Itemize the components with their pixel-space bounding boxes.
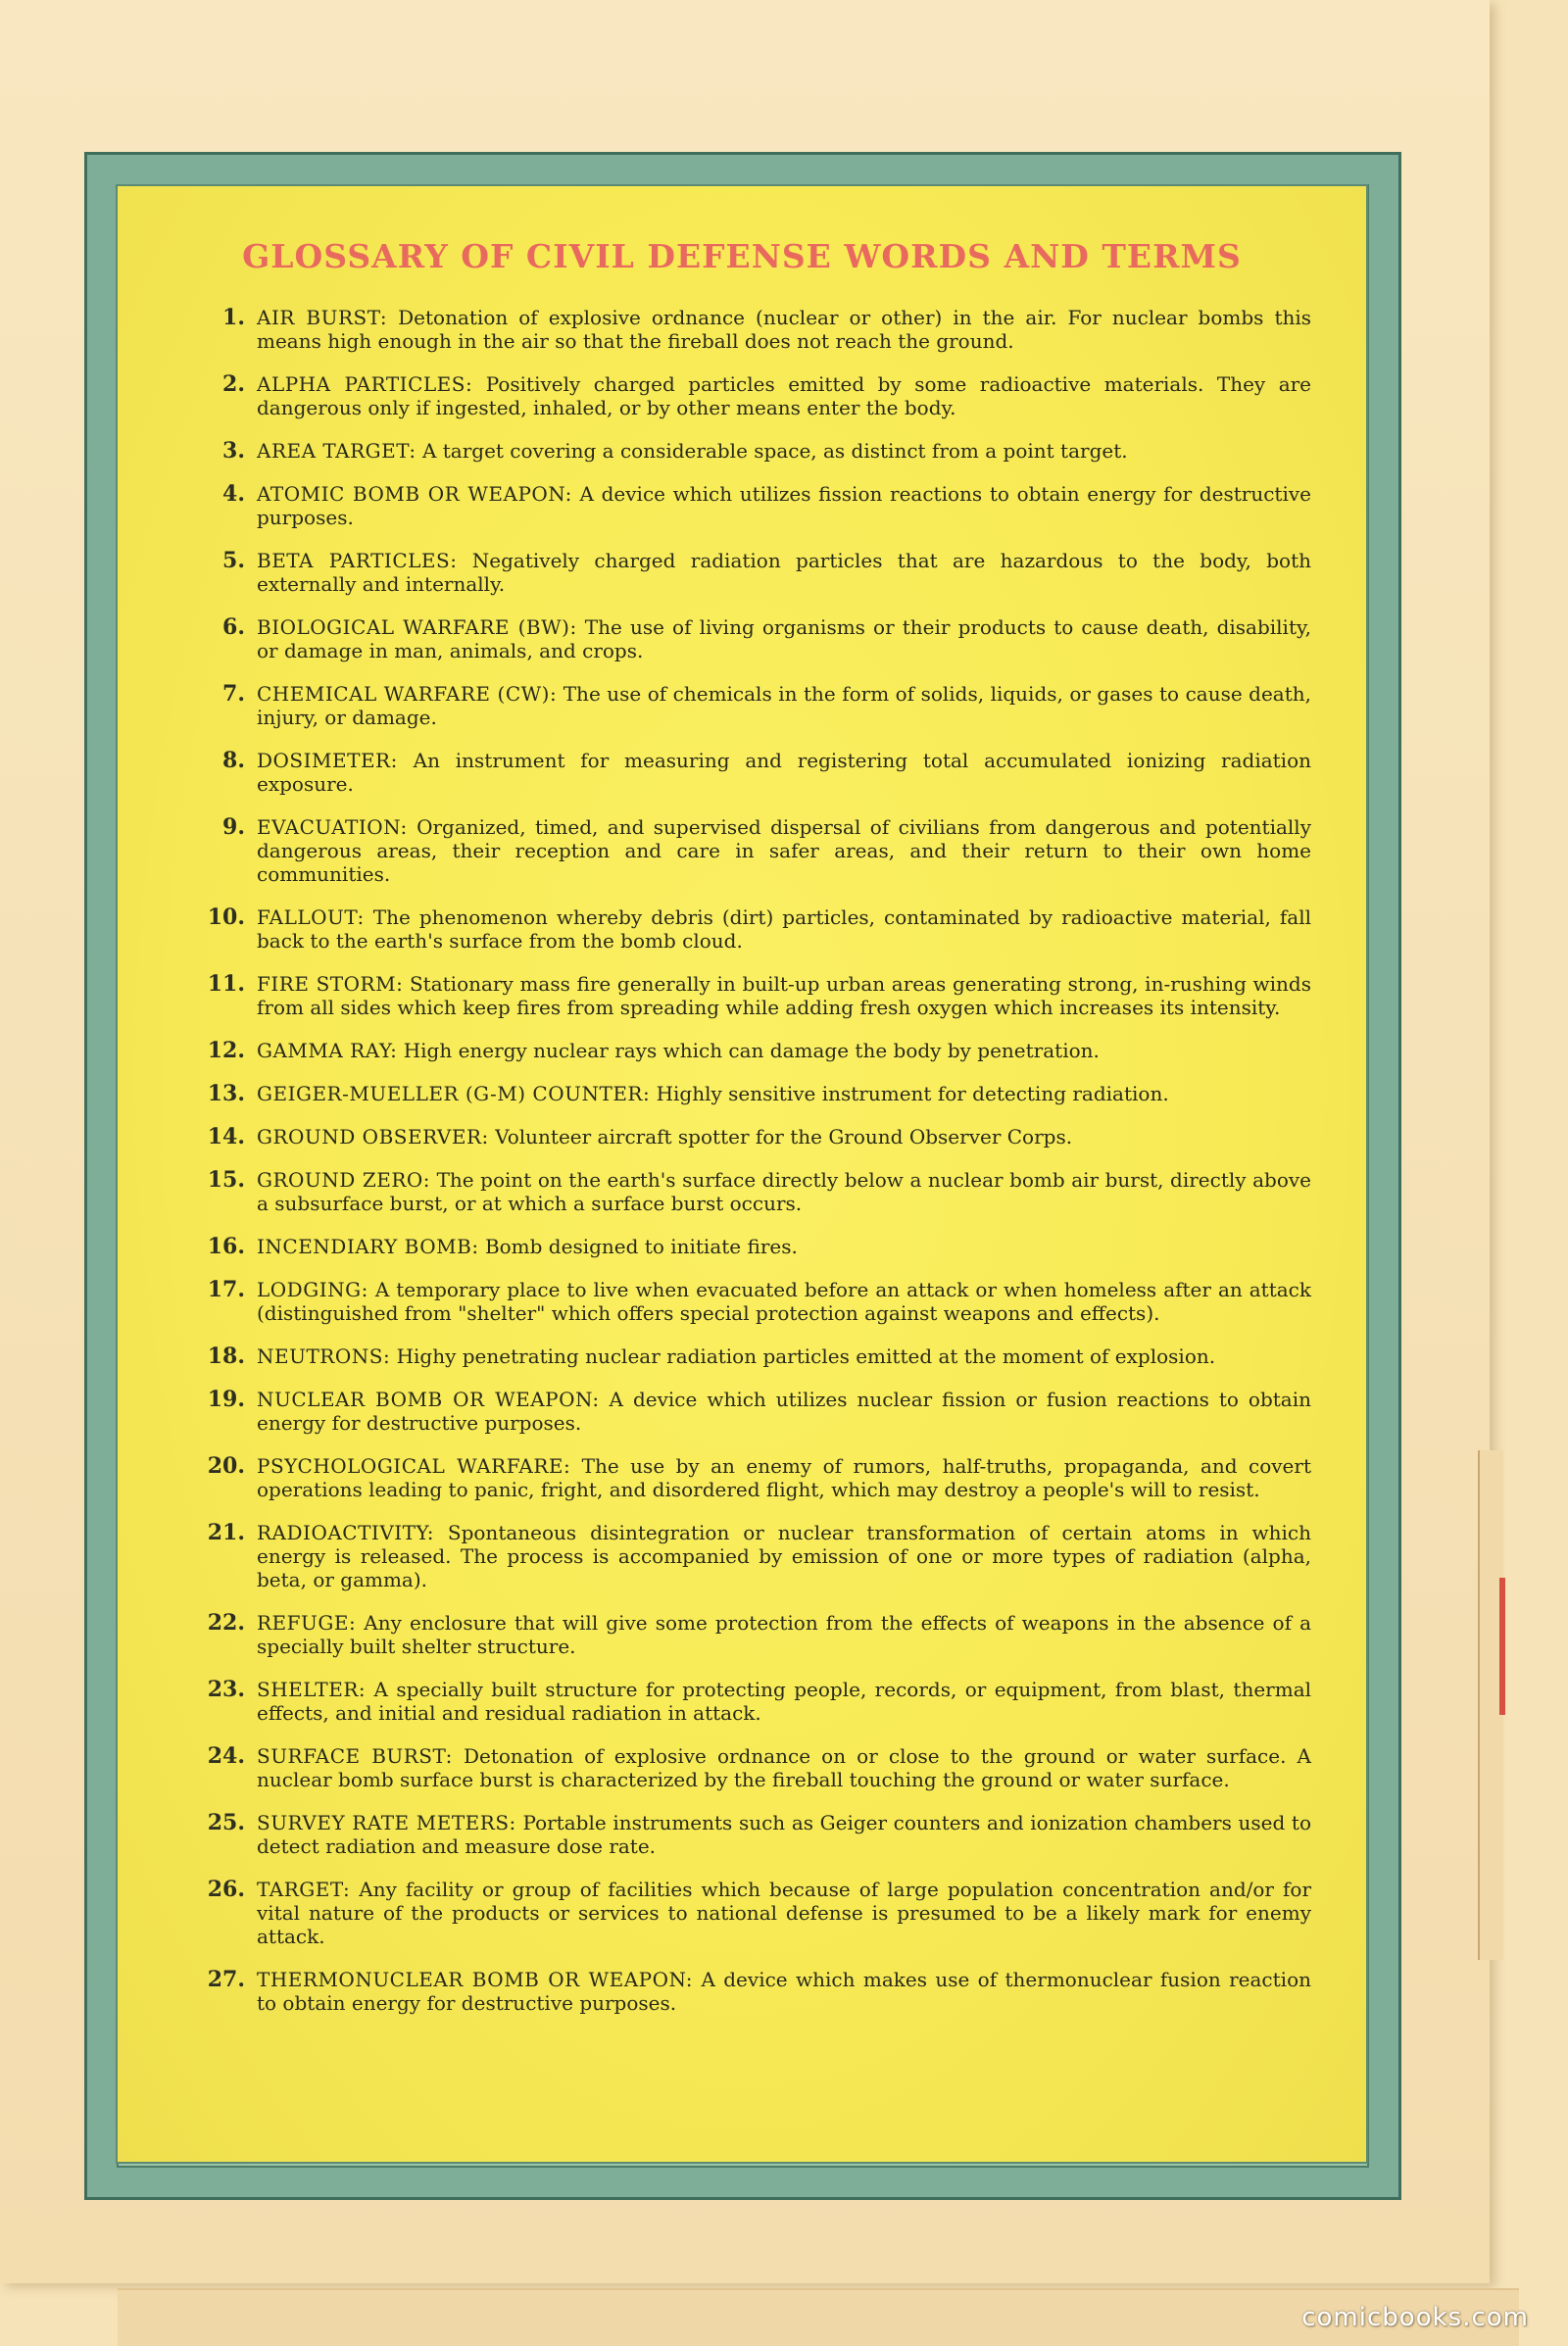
glossary-entry [186, 1968, 1311, 2015]
glossary-entry [186, 549, 1311, 596]
entry-term: BETA PARTICLES: [257, 549, 458, 572]
entry-number: 10. [207, 904, 245, 930]
entry-definition: Any enclosure that will give some protection from the effects of weapons in the absence of a specially built shelter structure. [257, 1611, 1311, 1658]
entry-definition: Highy penetrating nuclear radiation particles emitted at the moment of explosion. [396, 1344, 1216, 1368]
entry-term: EVACUATION: [257, 815, 408, 839]
entry-number: 1. [222, 305, 245, 330]
watermark: comicbooks.com [1301, 2303, 1529, 2332]
entry-number: 22. [207, 1610, 245, 1636]
glossary-entry [186, 1082, 1311, 1105]
entry-definition: A specially built structure for protecting people, records, or equipment, from blast, thermal effects, and initial and residual radiation in attack. [257, 1678, 1312, 1725]
glossary-list [186, 306, 1311, 2034]
entry-definition: The use of living organisms or their products to cause death, disability, or damage in man, animals, and crops. [257, 615, 1311, 662]
entry-term: SHELTER: [257, 1678, 367, 1701]
glossary-entry [186, 905, 1311, 953]
entry-number: 18. [207, 1344, 245, 1369]
entry-term: NEUTRONS: [257, 1344, 391, 1368]
entry-term: GEIGER-MUELLER (G-M) COUNTER: [257, 1082, 651, 1105]
entry-term: RADIOACTIVITY: [257, 1521, 434, 1544]
entry-term: TARGET: [257, 1878, 351, 1901]
entry-definition: Any facility or group of facilities which because of large population concentration and/or for vital nature of the products or services to national defense is presumed to be a likely mark for enemy attack. [257, 1878, 1312, 1948]
entry-definition: A device which makes use of thermonuclear fusion reaction to obtain energy for destructive purposes. [257, 1968, 1311, 2015]
entry-number: 27. [207, 1967, 245, 1992]
entry-definition: A device which utilizes fission reactions to obtain energy for destructive purposes. [257, 482, 1312, 529]
entry-number: 7. [222, 681, 245, 707]
entry-number: 2. [222, 371, 245, 397]
entry-term: ATOMIC BOMB OR WEAPON: [257, 482, 572, 506]
entry-definition: Bomb designed to initiate fires. [484, 1235, 798, 1258]
glossary-entry [186, 1811, 1311, 1858]
entry-definition: Detonation of explosive ordnance on or close to the ground or water surface. A nuclear bomb surface burst is characterized by the fireball touching the ground or water surface. [257, 1744, 1311, 1791]
glossary-entry [186, 1744, 1311, 1791]
entry-definition: Organized, timed, and supervised dispersal of civilians from dangerous and potentially dangerous areas, their reception and care in safer areas, and their return to their own home communities. [257, 815, 1311, 886]
glossary-entry [186, 1454, 1311, 1501]
entry-number: 13. [207, 1081, 245, 1106]
glossary-title: GLOSSARY OF CIVIL DEFENSE WORDS AND TERMS [242, 237, 1242, 275]
entry-definition: A device which utilizes nuclear fission or fusion reactions to obtain energy for destructive purposes. [257, 1388, 1312, 1435]
entry-definition: An instrument for measuring and registering total accumulated ionizing radiation exposure. [257, 749, 1311, 796]
glossary-entry [186, 1235, 1311, 1258]
entry-term: INCENDIARY BOMB: [257, 1235, 479, 1258]
entry-definition: The use by an enemy of rumors, half-truths, propaganda, and covert operations leading to panic, fright, and disordered flight, which may destroy a people's will to resist. [257, 1454, 1311, 1501]
entry-term: SURVEY RATE METERS: [257, 1811, 516, 1834]
glossary-entry [186, 1678, 1311, 1725]
entry-number: 21. [207, 1520, 245, 1545]
entry-definition: High energy nuclear rays which can damage the body by penetration. [403, 1039, 1100, 1062]
entry-number: 14. [207, 1124, 245, 1149]
entry-number: 3. [222, 438, 245, 464]
entry-definition: The point on the earth's surface directly below a nuclear bomb air burst, directly above a subsurface burst, or at which a surface burst occurs. [257, 1168, 1312, 1215]
entry-term: ALPHA PARTICLES: [257, 372, 473, 396]
glossary-entry [186, 815, 1311, 886]
entry-number: 9. [222, 814, 245, 840]
glossary-entry [186, 1521, 1311, 1591]
entry-number: 8. [222, 748, 245, 773]
glossary-entry [186, 972, 1311, 1019]
glossary-entry [186, 482, 1311, 529]
entry-term: DOSIMETER: [257, 749, 398, 772]
entry-term: AIR BURST: [257, 306, 388, 329]
glossary-entry [186, 1039, 1311, 1062]
entry-definition: Positively charged particles emitted by some radioactive materials. They are dangerous only if ingested, inhaled, or by other means enter the body. [257, 372, 1312, 419]
entry-definition: Stationary mass fire generally in built-up urban areas generating strong, in-rushing winds from all sides which keep fires from spreading while adding fresh oxygen which increases its intensity. [257, 972, 1311, 1019]
entry-definition: The use of chemicals in the form of solids, liquids, or gases to cause death, injury, or damage. [257, 682, 1311, 729]
entry-term: GROUND ZERO: [257, 1168, 431, 1192]
glossary-entry [186, 1278, 1311, 1325]
entry-number: 5. [222, 548, 245, 573]
entry-number: 11. [207, 971, 245, 997]
entry-term: PSYCHOLOGICAL WARFARE: [257, 1454, 571, 1478]
glossary-entry [186, 749, 1311, 796]
entry-term: GAMMA RAY: [257, 1039, 398, 1062]
entry-term: GROUND OBSERVER: [257, 1125, 489, 1149]
entry-number: 17. [207, 1277, 245, 1302]
entry-term: REFUGE: [257, 1611, 357, 1635]
entry-term: SURFACE BURST: [257, 1744, 453, 1768]
entry-term: CHEMICAL WARFARE (CW): [257, 682, 558, 706]
entry-term: BIOLOGICAL WARFARE (BW): [257, 615, 577, 639]
entry-number: 16. [207, 1234, 245, 1259]
glossary-entry [186, 682, 1311, 729]
entry-definition: Highly sensitive instrument for detecting radiation. [656, 1082, 1169, 1105]
entry-term: NUCLEAR BOMB OR WEAPON: [257, 1388, 600, 1411]
red-tab-strip [1499, 1578, 1505, 1715]
entry-number: 23. [207, 1677, 245, 1702]
entry-term: AREA TARGET: [257, 439, 416, 463]
entry-number: 24. [207, 1743, 245, 1769]
entry-number: 25. [207, 1810, 245, 1835]
entry-number: 12. [207, 1038, 245, 1063]
glossary-entry [186, 1878, 1311, 1948]
entry-definition: Volunteer aircraft spotter for the Ground Observer Corps. [495, 1125, 1073, 1149]
entry-number: 26. [207, 1877, 245, 1902]
glossary-entry [186, 1125, 1311, 1149]
entry-definition: Detonation of explosive ordnance (nuclear or other) in the air. For nuclear bombs this means high enough in the air so that the fireball does not reach the ground. [257, 306, 1312, 353]
glossary-entry [186, 1388, 1311, 1435]
glossary-entry [186, 372, 1311, 419]
glossary-entry [186, 306, 1311, 353]
page-side-tab [1478, 1450, 1503, 1960]
entry-number: 6. [222, 614, 245, 640]
entry-number: 19. [207, 1387, 245, 1412]
glossary-entry [186, 439, 1311, 463]
entry-term: THERMONUCLEAR BOMB OR WEAPON: [257, 1968, 694, 1991]
entry-definition: The phenomenon whereby debris (dirt) particles, contaminated by radioactive material, fall back to the earth's surface from the bomb cloud. [257, 905, 1311, 953]
glossary-panel [116, 184, 1368, 2164]
entry-definition: Negatively charged radiation particles that are hazardous to the body, both externally and internally. [257, 549, 1311, 596]
entry-number: 20. [207, 1453, 245, 1479]
entry-term: FALLOUT: [257, 905, 365, 929]
entry-definition: A temporary place to live when evacuated before an attack or when homeless after an attack (distinguished from "shelter" which offers special protection against weapons and effects). [257, 1278, 1311, 1325]
entry-term: FIRE STORM: [257, 972, 404, 996]
entry-number: 15. [207, 1167, 245, 1193]
glossary-entry [186, 1611, 1311, 1658]
glossary-entry [186, 1344, 1311, 1368]
entry-definition: Portable instruments such as Geiger counters and ionization chambers used to detect radiation and measure dose rate. [257, 1811, 1312, 1858]
entry-definition: Spontaneous disintegration or nuclear transformation of certain atoms in which energy is released. The process is accompanied by emission of one or more types of radiation (alpha, beta, or gamma). [257, 1521, 1311, 1591]
glossary-entry [186, 615, 1311, 662]
entry-number: 4. [222, 481, 245, 507]
glossary-entry [186, 1168, 1311, 1215]
entry-term: LODGING: [257, 1278, 368, 1301]
entry-definition: A target covering a considerable space, as distinct from a point target. [421, 439, 1128, 463]
